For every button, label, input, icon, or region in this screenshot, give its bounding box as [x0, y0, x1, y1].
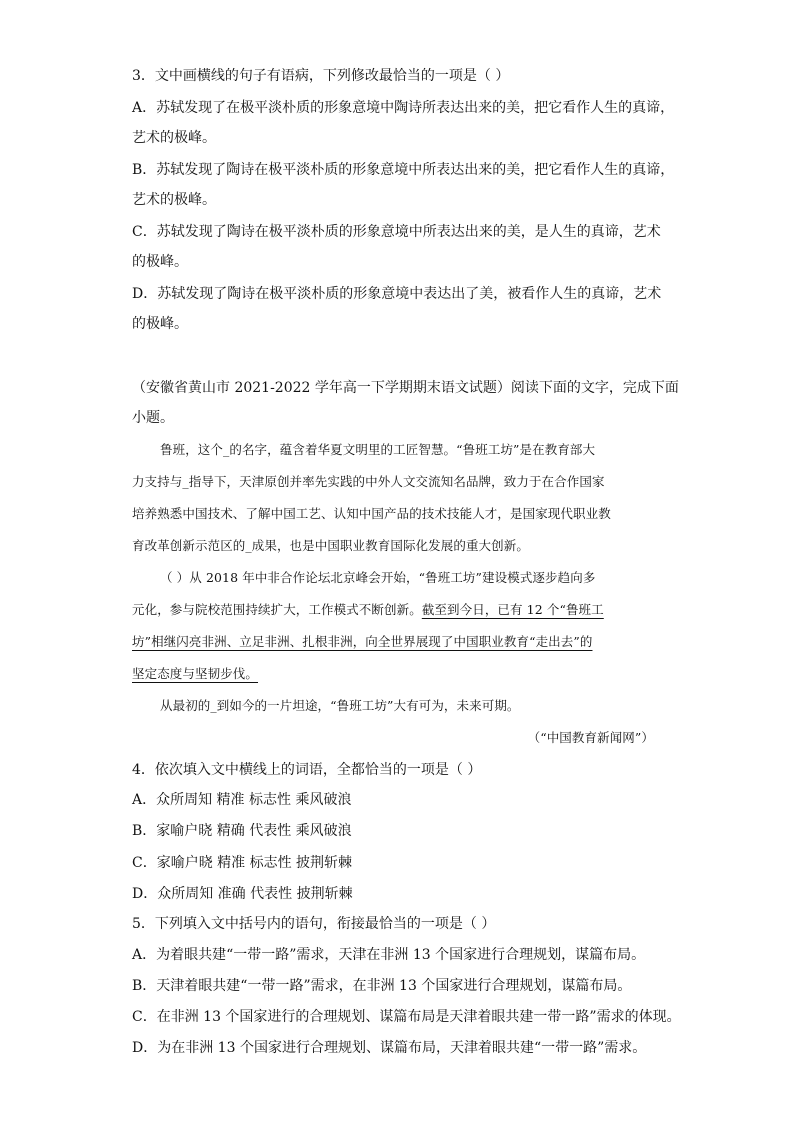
question-5-stem: 5．下列填入文中括号内的语句，衔接最恰当的一项是（ ）	[132, 916, 496, 932]
question-4-stem: 4．依次填入文中横线上的词语，全都恰当的一项是（ ）	[132, 762, 482, 778]
question-3-stem: 3．文中画横线的句子有语病，下列修改最恰当的一项是（ ）	[132, 68, 510, 84]
passage-paragraph-2-underlined-sentence-start: 截至到今日，已有 12 个“鲁班工	[421, 602, 604, 617]
question-4-option-d: D．众所周知 准确 代表性 披荆斩棘	[132, 886, 353, 902]
passage-paragraph-1-line-2: 力支持与_指导下，天津原创并率先实践的中外人文交流知名品牌，致力于在合作国家	[132, 474, 605, 489]
question-4-option-a: A．众所周知 精准 标志性 乘风破浪	[132, 792, 352, 808]
question-3-option-d-line-1: D．苏轼发现了陶诗在极平淡朴质的形象意境中表达出了美，被看作人生的真谛，艺术	[132, 286, 662, 302]
question-5-option-d: D．为在非洲 13 个国家进行合理规划、谋篇布局，天津着眼共建“一带一路”需求。	[132, 1040, 647, 1056]
passage-paragraph-2-underlined-sentence-end: 坚定态度与坚韧步伐。	[132, 666, 259, 681]
question-3-option-b-line-2: 艺术的极峰。	[132, 192, 216, 208]
question-4-option-b: B．家喻户晓 精确 代表性 乘风破浪	[132, 823, 352, 839]
reading-intro-line-1: （安徽省黄山市 2021-2022 学年高一下学期期末语文试题）阅读下面的文字，完成下面	[132, 380, 679, 396]
reading-intro-line-2: 小题。	[132, 410, 174, 426]
passage-paragraph-2-line-2	[132, 600, 672, 620]
question-3-option-a-line-1: A．苏轼发现了在极平淡朴质的形象意境中陶诗所表达出来的美，把它看作人生的真谛，	[132, 100, 675, 116]
question-3-option-a-line-2: 艺术的极峰。	[132, 130, 216, 146]
passage-paragraph-1-line-3: 培养熟悉中国技术、了解中国工艺、认知中国产品的技术技能人才，是国家现代职业教	[132, 506, 611, 521]
passage-paragraph-3: 从最初的_到如今的一片坦途，“鲁班工坊”大有可为，未来可期。	[160, 698, 520, 713]
question-3-option-c-line-1: C．苏轼发现了陶诗在极平淡朴质的形象意境中所表达出来的美，是人生的真谛，艺术	[132, 224, 661, 240]
passage-paragraph-1-line-4: 育改革创新示范区的_成果，也是中国职业教育国际化发展的重大创新。	[132, 538, 529, 553]
question-5-option-a: A．为着眼共建“一带一路”需求，天津在非洲 13 个国家进行合理规划，谋篇布局。	[132, 947, 646, 963]
passage-source: （“中国教育新闻网”）	[527, 730, 654, 745]
question-5-option-c: C．在非洲 13 个国家进行的合理规划、谋篇布局是天津着眼共建一带一路”需求的体现。	[132, 1009, 681, 1025]
passage-paragraph-1-line-1: 鲁班，这个_的名字，蕴含着华夏文明里的工匠智慧。“鲁班工坊”是在教育部大	[160, 442, 596, 457]
question-5-option-b: B．天津着眼共建“一带一路”需求，在非洲 13 个国家进行合理规划，谋篇布局。	[132, 978, 632, 994]
passage-paragraph-2-underlined-sentence-middle: 坊”相继闪亮非洲、立足非洲、扎根非洲，向全世界展现了中国职业教育“走出去”的	[132, 634, 593, 649]
question-3-option-d-line-2: 的极峰。	[132, 316, 188, 332]
question-3-option-b-line-1: B．苏轼发现了陶诗在极平淡朴质的形象意境中所表达出来的美，把它看作人生的真谛，	[132, 162, 675, 178]
passage-paragraph-2-normal-text: 元化，参与院校范围持续扩大，工作模式不断创新。	[132, 602, 422, 617]
passage-paragraph-2-line-1: （ ）从 2018 年中非合作论坛北京峰会开始，“鲁班工坊”建设模式逐步趋向多	[160, 570, 596, 585]
question-4-option-c: C．家喻户晓 精准 标志性 披荆斩棘	[132, 855, 353, 871]
question-3-option-c-line-2: 的极峰。	[132, 254, 188, 270]
